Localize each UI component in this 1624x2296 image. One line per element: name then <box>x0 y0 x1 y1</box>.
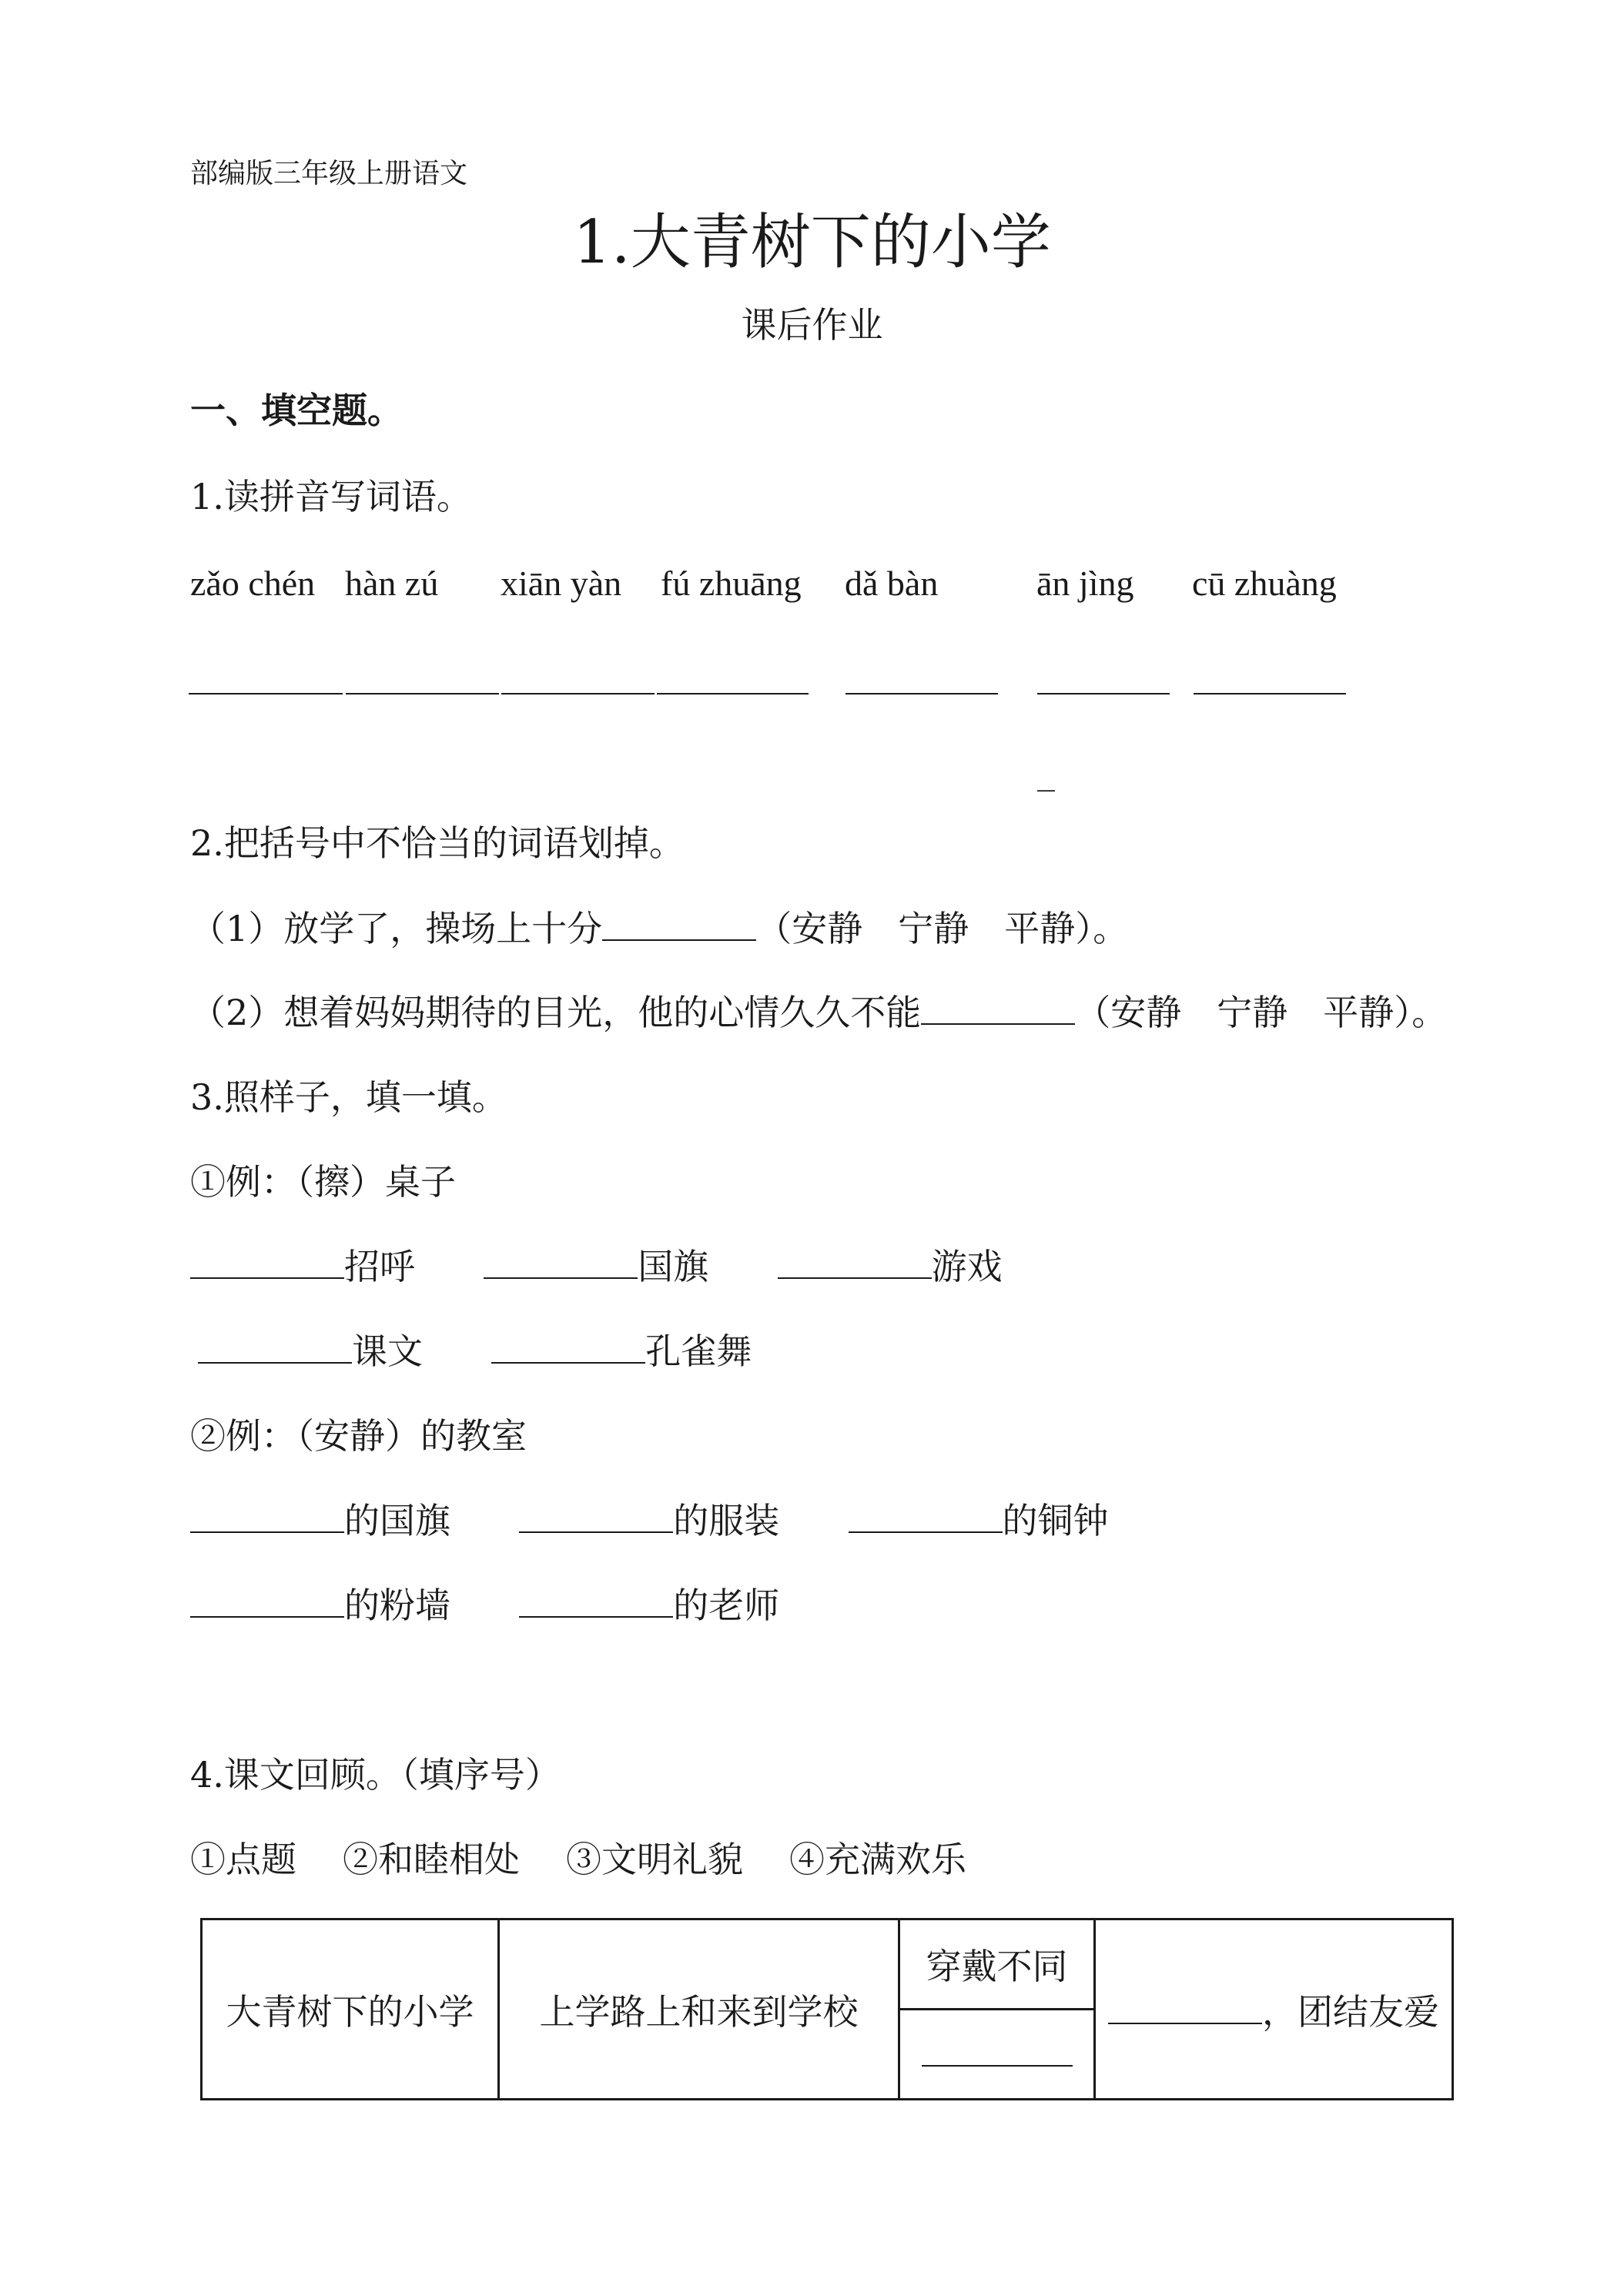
table-cell-answer <box>899 2010 1095 2100</box>
pinyin-fuzhuang: fú zhuāng <box>661 564 802 603</box>
answer-blank[interactable] <box>198 1336 352 1364</box>
section-heading: 一、填空题。 <box>190 390 403 431</box>
answer-blank[interactable] <box>190 1505 344 1533</box>
table-cell-clothing: 穿戴不同 <box>899 1919 1095 2010</box>
q1-label: 1.读拼音写词语。 <box>190 476 472 517</box>
answer-blank[interactable] <box>1108 1996 1262 2024</box>
answer-blank[interactable] <box>849 1505 1003 1533</box>
answer-blank[interactable] <box>778 1251 932 1279</box>
pinyin-daban: dǎ bàn <box>845 564 939 603</box>
answer-blank[interactable] <box>1194 693 1346 694</box>
q3-word: 国旗 <box>638 1246 709 1287</box>
q3-example2: ②例：（安静）的教室 <box>190 1415 527 1457</box>
answer-blank[interactable] <box>491 1336 645 1364</box>
q3-word: 孔雀舞 <box>645 1330 752 1372</box>
q3-label: 3.照样子，填一填。 <box>190 1076 507 1118</box>
q3-row3 <box>190 1500 1109 1541</box>
answer-blank[interactable] <box>657 693 809 694</box>
q3-word: 招呼 <box>344 1246 415 1287</box>
table-cell-unity <box>1095 1919 1453 2100</box>
review-table <box>200 1918 1454 2100</box>
answer-blank[interactable] <box>190 1590 344 1618</box>
answer-blank[interactable] <box>1037 693 1170 694</box>
q3-row2 <box>198 1330 752 1372</box>
answer-blank[interactable] <box>519 1505 673 1533</box>
q2-item1 <box>190 908 1129 949</box>
pinyin-cuzhuang: cū zhuàng <box>1192 564 1337 603</box>
q3-word: 的老师 <box>673 1585 780 1626</box>
answer-blank[interactable] <box>845 693 998 694</box>
table-cell-title: 大青树下的小学 <box>202 1919 499 2100</box>
q3-word: 的铜钟 <box>1002 1500 1109 1541</box>
table-cell-route: 上学路上和来到学校 <box>499 1919 899 2100</box>
answer-blank[interactable] <box>519 1590 673 1618</box>
q2-label: 2.把括号中不恰当的词语划掉。 <box>190 822 685 864</box>
q4-option: ②和睦相处 <box>343 1839 520 1880</box>
subject-label: 部编版三年级上册语文 <box>190 158 468 189</box>
q3-word: 课文 <box>352 1330 423 1372</box>
q3-row4 <box>190 1585 780 1626</box>
q3-example1: ①例：（擦）桌子 <box>190 1161 456 1203</box>
q3-word: 的服装 <box>673 1500 780 1541</box>
page-title: 1.大青树下的小学 <box>573 208 1051 277</box>
pinyin-anjing: ān jìng <box>1036 564 1134 603</box>
q4-label: 4.课文回顾。（填序号） <box>190 1754 561 1796</box>
q2-item1-text: （1）放学了，操场上十分 <box>190 908 603 949</box>
q3-word: 游戏 <box>931 1246 1003 1287</box>
table-unity-text: ，团结友爱 <box>1262 1990 1439 2033</box>
q4-options <box>190 1839 966 1880</box>
q2-item2 <box>190 992 1448 1033</box>
answer-blank[interactable] <box>602 913 756 941</box>
answer-blank[interactable] <box>484 1251 638 1279</box>
q2-item1-options: （安静 宁静 平静）。 <box>756 908 1129 949</box>
answer-blank[interactable] <box>189 693 343 694</box>
answer-blank[interactable] <box>922 2039 1073 2067</box>
q3-word: 的粉墙 <box>344 1585 450 1626</box>
q4-option: ①点题 <box>190 1839 296 1880</box>
q3-row1 <box>190 1246 1003 1287</box>
answer-blank[interactable] <box>346 693 499 694</box>
page-subtitle: 课后作业 <box>741 304 883 346</box>
pinyin-hanzu: hàn zú <box>345 564 439 603</box>
stray-underscore: _ <box>1037 750 1055 792</box>
q4-option: ③文明礼貌 <box>566 1839 743 1880</box>
q2-item2-options: （安静 宁静 平静）。 <box>1075 992 1448 1033</box>
answer-blank[interactable] <box>190 1251 344 1279</box>
q3-word: 的国旗 <box>344 1500 450 1541</box>
q2-item2-text: （2）想着妈妈期待的目光，他的心情久久不能 <box>190 992 922 1033</box>
pinyin-xianyan: xiān yàn <box>501 564 622 603</box>
answer-blank[interactable] <box>921 997 1075 1025</box>
q4-option: ④充满欢乐 <box>789 1839 966 1880</box>
pinyin-zaochen: zǎo chén <box>190 564 316 603</box>
answer-blank[interactable] <box>501 693 655 694</box>
